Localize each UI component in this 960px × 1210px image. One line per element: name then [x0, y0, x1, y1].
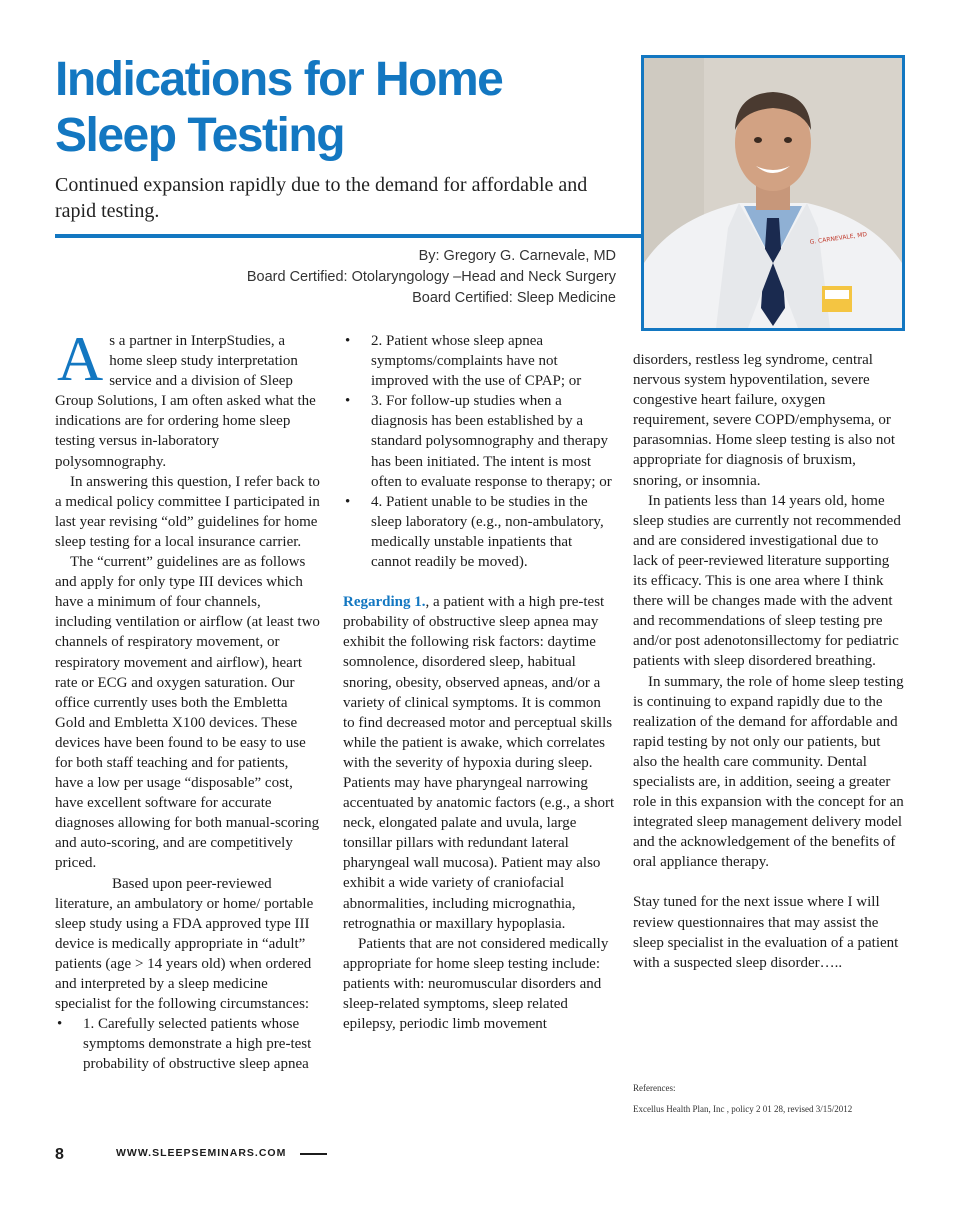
footer-url: WWW.SLEEPSEMINARS.COM	[116, 1147, 287, 1159]
page-number: 8	[55, 1146, 64, 1163]
paragraph-disorders: disorders, restless leg syndrome, central nervous system hypoventilation, severe congestive heart failure, oxygen requirement, severe COPD/emphysema, or parasomnias. Home sleep testing is also not appropriate for diagnosis of bruxism, snoring, or insomnia.	[633, 352, 896, 489]
bullet: •	[345, 493, 351, 510]
paragraph-regarding	[343, 592, 615, 934]
author-photo	[641, 55, 905, 331]
references	[633, 1082, 852, 1115]
intro-text: s a partner in InterpStudies, a home sleep study interpretation service and a division of Sleep Group Solutions, I am often asked what the indications are for ordering home sleep testing versus in-laboratory polysomnography.	[55, 333, 316, 470]
bullet: •	[57, 1016, 63, 1033]
column-3	[633, 350, 905, 973]
coat-embroidery: G. CARNEVALE, MD	[809, 231, 868, 246]
regarding-label: Regarding 1.	[343, 594, 426, 611]
bullet: •	[345, 333, 351, 349]
paragraph-summary: In summary, the role of home sleep testing is continuing to expand rapidly due to the realization of the demand for affordable and rapid testing by not only our patients, but also the health care community. Dental specialists are, in addition, seeing a greater role in this expansion with the concept for an integrated sleep management delivery model and the acknowledgement of the benefits of oral appliance therapy.	[633, 673, 904, 871]
references-label: References:	[633, 1083, 676, 1093]
byline	[200, 246, 616, 309]
regarding-text: , a patient with a high pre-test probability of obstructive sleep apnea may exhibit the following risk factors: daytime somnolence, disordered sleep, habitual snoring, obesity, observed apneas, and/or a variety of clinical symptoms. It is common to find decreased motor and perceptual skills while the patient is awake, which correlates with the severity of hypoxia during sleep. Patients may have pharyngeal narrowing accentuated by anatomic factors (e.g., a short neck, elongated palate and uvula, large tonsillar pillars with redundant lateral pharyngeal wall mucosa). Patient may also exhibit a wide variety of craniofacial abnormalities, including micrognathia, retrognathia or maxillary hypoplasia.	[343, 594, 615, 932]
column-1	[55, 323, 320, 1074]
paragraph-stay-tuned: Stay tuned for the next issue where I will review questionnaires that may assist the sleep specialist in the evaluation of a patient with a suspected sleep disorder…..	[633, 894, 899, 971]
list-item: • 2. Patient whose sleep apnea symptoms/complaints have not improved with the use of CPAP; or	[345, 333, 582, 390]
bullet: •	[345, 393, 351, 410]
drop-cap: A	[57, 323, 104, 394]
footer-rule	[300, 1153, 327, 1155]
byline-cert-1: Board Certified: Otolaryngology –Head and Neck Surgery	[246, 269, 616, 285]
column-2	[343, 331, 615, 1034]
title-line-2: Sleep Testing	[55, 109, 345, 162]
circumstances-list-continued	[343, 331, 615, 572]
byline-author: By: Gregory G. Carnevale, MD	[418, 248, 616, 264]
circumstances-list	[55, 1014, 320, 1074]
title-rule	[55, 234, 641, 238]
list-item: • 3. For follow-up studies when a diagnosis has been established by a standard polysomnography and therapy has been initiated. The intent is most often to evaluate response to therapy; or	[345, 393, 612, 490]
paragraph-not-appropriate: Patients that are not considered medically appropriate for home sleep testing include: patients with: neuromuscular disorders and sleep-related symptoms, sleep related epilepsy, periodic limb movement	[343, 935, 609, 1033]
article-subtitle: Continued expansion rapidly due to the demand for affordable and rapid testing.	[55, 174, 588, 222]
paragraph-pediatric: In patients less than 14 years old, home sleep studies are currently not recommended and are considered investigational due to lack of peer-reviewed literature supporting its efficacy. This is one area where I think there will be changes made with the advent and recommendations of sleep testing pre and/or post adenotonsillectomy for pediatric patients with sleep disordered breathing.	[633, 492, 901, 670]
paragraph-policy: In answering this question, I refer back to a medical policy committee I participated in last year revising “old” guidelines for home sleep testing for a local insurance carrier.	[55, 473, 320, 550]
list-item: • 1. Carefully selected patients whose symptoms demonstrate a high pre-test probability of obstructive sleep apnea	[57, 1016, 312, 1073]
article-title	[55, 52, 502, 164]
paragraph-peer-reviewed: Based upon peer-reviewed literature, an ambulatory or home/ portable sleep study using a FDA approved type III device is medically appropriate in “adult” patients (age > 14 years old) when ordered and interpreted by a sleep medicine specialist for the following circumstances:	[55, 875, 314, 1013]
list-item: • 4. Patient unable to be studies in the sleep laboratory (e.g., non-ambulatory, medically unstable inpatients that cannot readily be moved).	[345, 493, 604, 571]
author-portrait-illustration	[644, 58, 902, 328]
title-line-1: Indications for Home	[55, 53, 503, 106]
references-text: Excellus Health Plan, Inc , policy 2 01 28, revised 3/15/2012	[633, 1104, 853, 1114]
paragraph-guidelines: The “current” guidelines are as follows and apply for only type III devices which have a minimum of four channels, including ventilation or airflow (at least two channels of respiratory movement, or respiratory movement and airflow), heart rate or ECG and oxygen saturation. Our office currently uses both the Embletta Gold and Embletta X100 devices. These devices have been found to be easy to use for both staff teaching and for patients, have a low per usage “disposable” cost, have excellent software for accurate diagnoses allowing for both manual-scoring and auto-scoring, and are competitively priced.	[55, 554, 320, 872]
byline-cert-2: Board Certified: Sleep Medicine	[412, 290, 616, 306]
intro-paragraph	[55, 323, 320, 472]
